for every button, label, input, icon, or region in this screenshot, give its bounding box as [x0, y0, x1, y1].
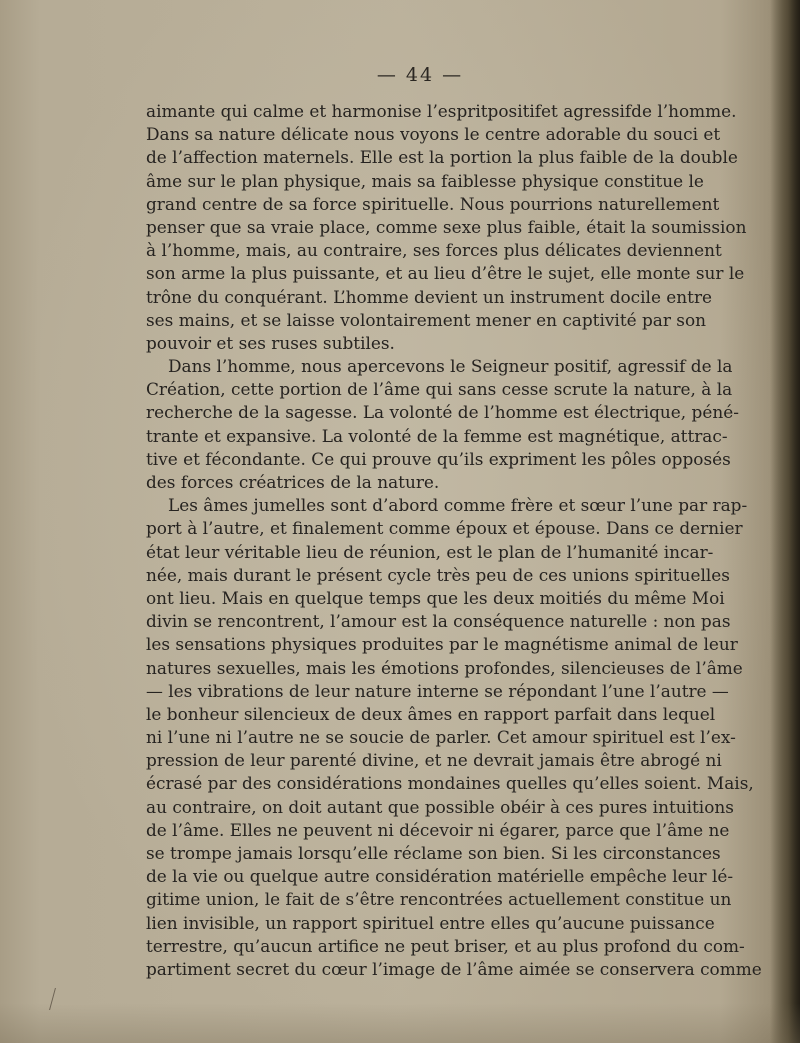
- text-line: divin se rencontrent, l’amour est la conséquence naturelle : non pas: [146, 611, 731, 632]
- page-bottom-shadow: [0, 1003, 800, 1043]
- text-line: de l’affection maternels. Elle est la portion la plus faible de la double: [146, 147, 738, 168]
- text-line: — les vibrations de leur nature interne se répondant l’une l’autre —: [146, 680, 729, 701]
- text-line: ni l’une ni l’autre ne se soucie de parler. Cet amour spirituel est l’ex-: [146, 727, 736, 748]
- body-text: [146, 100, 762, 981]
- text-line: le bonheur silencieux de deux âmes en rapport parfait dans lequel: [146, 703, 716, 724]
- text-line: les sensations physiques produites par le magnétisme animal de leur: [146, 634, 738, 655]
- text-line: trône du conquérant. L’homme devient un instrument docile entre: [146, 286, 713, 307]
- text-line: de l’âme. Elles ne peuvent ni décevoir ni égarer, parce que l’âme ne: [146, 819, 730, 840]
- text-line: terrestre, qu’aucun artifice ne peut briser, et au plus profond du com-: [146, 935, 745, 956]
- text-line: âme sur le plan physique, mais sa faiblesse physique constitue le: [146, 170, 704, 191]
- text-line: lien invisible, un rapport spirituel entre elles qu’aucune puissance: [146, 912, 715, 933]
- text-line: se trompe jamais lorsqu’elle réclame son bien. Si les circonstances: [146, 843, 721, 863]
- text-line: grand centre de sa force spirituelle. Nous pourrions naturellement: [146, 193, 720, 214]
- text-line: à l’homme, mais, au contraire, ses forces plus délicates deviennent: [146, 240, 722, 261]
- text-line: gitime union, le fait de s’être rencontrées actuellement constitue un: [146, 889, 732, 910]
- text-line: pression de leur parenté divine, et ne devrait jamais être abrogé ni: [146, 750, 722, 771]
- text-line: partiment secret du cœur l’image de l’âme aimée se conservera comme: [146, 958, 762, 979]
- text-line: écrasé par des considérations mondaines quelles qu’elles soient. Mais,: [146, 773, 754, 794]
- text-line: port à l’autre, et finalement comme époux et épouse. Dans ce dernier: [146, 518, 743, 539]
- text-line: penser que sa vraie place, comme sexe plus faible, était la soumission: [146, 216, 747, 237]
- text-line: tive et fécondante. Ce qui prouve qu’ils expriment les pôles opposés: [146, 448, 731, 469]
- text-line: née, mais durant le présent cycle très peu de ces unions spirituelles: [146, 564, 730, 585]
- text-line: aimante qui calme et harmonise l’espritpositifet agressifde l’homme.: [146, 101, 737, 121]
- text-line: de la vie ou quelque autre considération matérielle empêche leur lé-: [146, 866, 734, 887]
- page-edge-shadow: [770, 0, 800, 1043]
- text-line: Création, cette portion de l’âme qui sans cesse scrute la nature, à la: [146, 379, 733, 400]
- text-line: trante et expansive. La volonté de la femme est magnétique, attrac-: [146, 425, 728, 446]
- page-number: — 44 —: [376, 64, 464, 86]
- text-line: recherche de la sagesse. La volonté de l’homme est électrique, péné-: [146, 402, 739, 423]
- text-line: son arme la plus puissante, et au lieu d’être le sujet, elle monte sur le: [146, 263, 745, 284]
- text-line: ses mains, et se laisse volontairement mener en captivité par son: [146, 309, 707, 330]
- text-line: natures sexuelles, mais les émotions profondes, silencieuses de l’âme: [146, 657, 743, 678]
- text-line: des forces créatrices de la nature.: [146, 472, 440, 492]
- text-line: ont lieu. Mais en quelque temps que les deux moitiés du même Moi: [146, 587, 725, 608]
- text-line: au contraire, on doit autant que possible obéir à ces pures intuitions: [146, 796, 734, 817]
- text-line: Les âmes jumelles sont d’abord comme frère et sœur l’une par rap-: [168, 495, 748, 516]
- text-line: état leur véritable lieu de réunion, est le plan de l’humanité incar-: [146, 541, 714, 562]
- text-line: Dans l’homme, nous apercevons le Seigneur positif, agressif de la: [168, 356, 733, 377]
- text-line: Dans sa nature délicate nous voyons le centre adorable du souci et: [146, 124, 721, 145]
- text-line: pouvoir et ses ruses subtiles.: [146, 332, 395, 353]
